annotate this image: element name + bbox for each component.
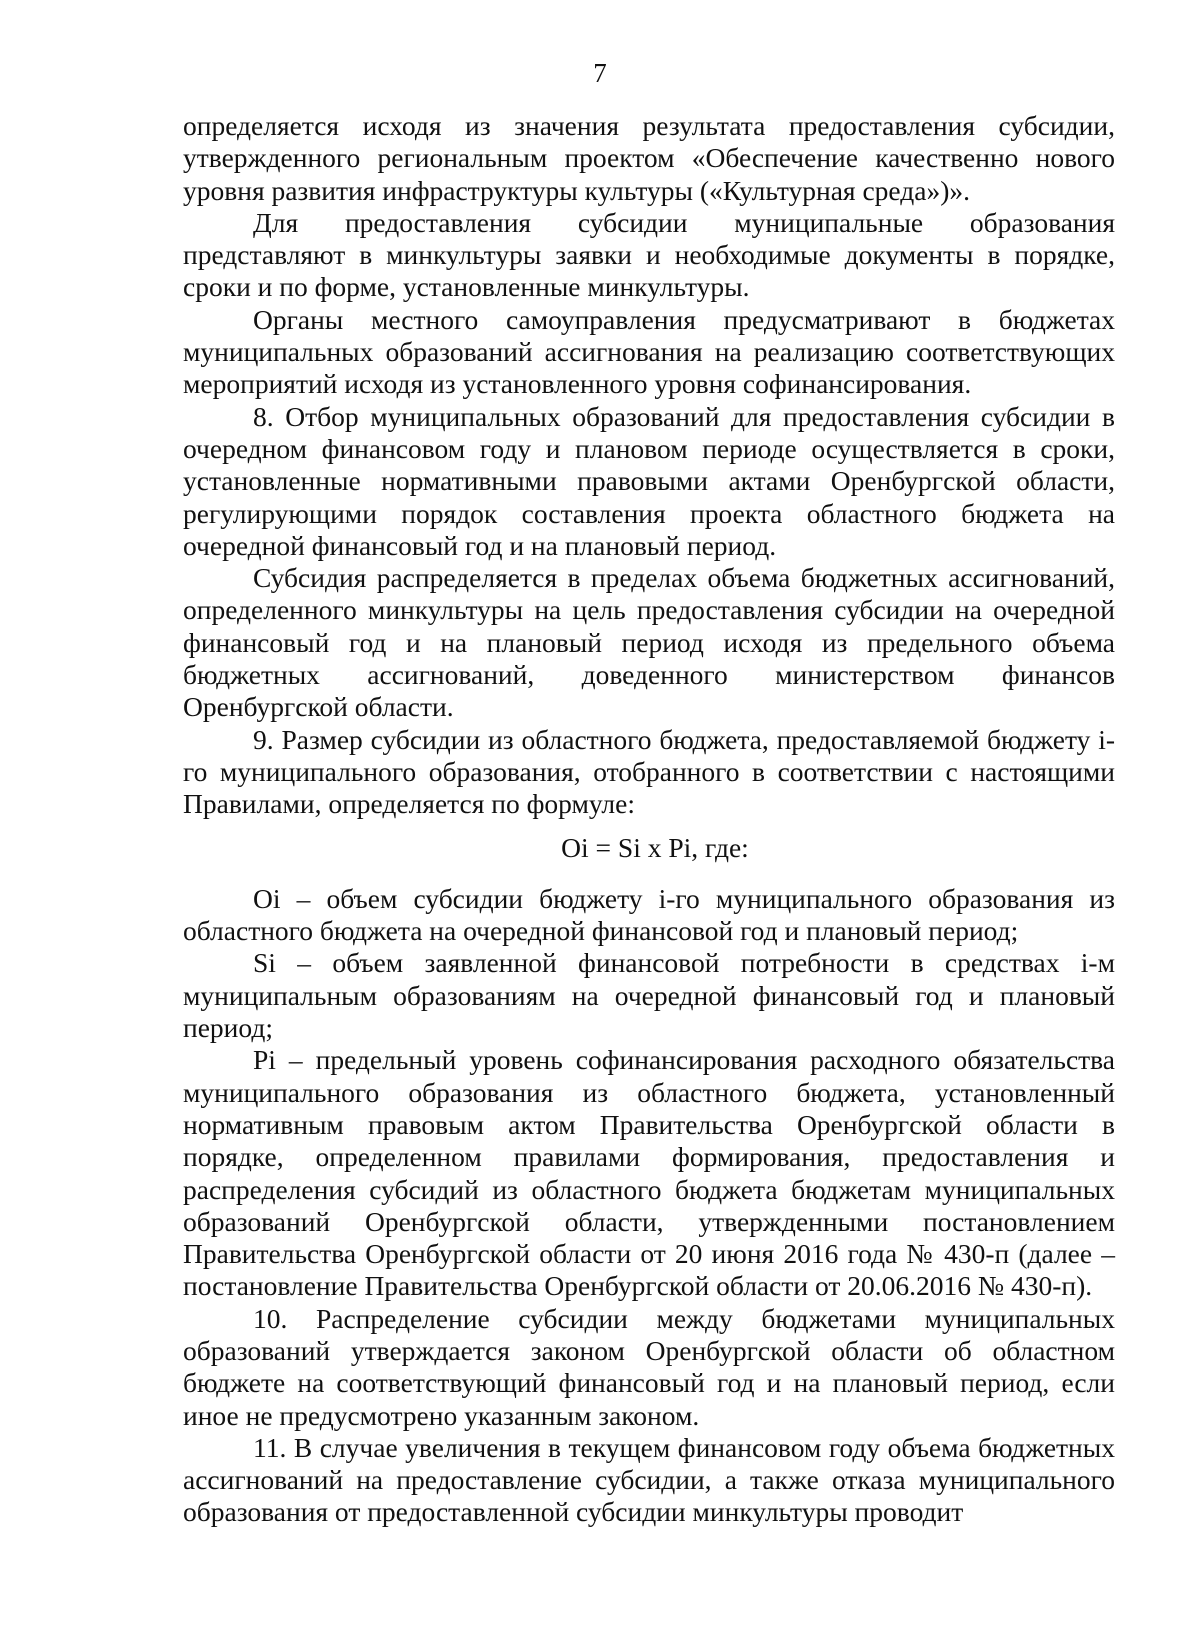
paragraph-definition-oi: Oi – объем субсидии бюджету i-го муниципального образования из областного бюджета на очередной финансовой год и плановый период;: [183, 882, 1115, 947]
page-number: 7: [593, 58, 607, 88]
paragraph-continuation: определяется исходя из значения результата предоставления субсидии, утвержденного региональным проектом «Обеспечение качественно нового уровня развития инфраструктуры культуры («Культурная среда»)».: [183, 110, 1115, 206]
paragraph-subsidy-distribution: Субсидия распределяется в пределах объема бюджетных ассигнований, определенного минкультуры на цель предоставления субсидии на очередной финансовый год и на плановый период исходя из предельного объема бюджетных ассигнований, доведенного министерством финансов Оренбургской области.: [183, 562, 1115, 723]
paragraph-item-9-subsidy-size: 9. Размер субсидии из областного бюджета, предоставляемой бюджету i-го муниципального образования, отобранного в соответствии с настоящими Правилами, определяется по формуле:: [183, 723, 1115, 820]
paragraph-item-10-distribution-law: 10. Распределение субсидии между бюджетами муниципальных образований утверждается законом Оренбургской области об областном бюджете на соответствующий финансовый год и на плановый период, если иное не предусмотрено указанным законом.: [183, 1302, 1115, 1431]
paragraph-definition-pi: Pi – предельный уровень софинансирования расходного обязательства муниципального образования из областного бюджета, установленный нормативным правовым актом Правительства Оренбургской области в порядке, определенном правилами формирования, предоставления и распределения субсидий из областного бюджета бюджетам муниципальных образований Оренбургской области, утвержденными постановлением Правительства Оренбургской области от 20 июня 2016 года № 430-п (далее – постановление Правительства Оренбургской области от 20.06.2016 № 430-п).: [183, 1044, 1115, 1302]
paragraph-item-11-increase: 11. В случае увеличения в текущем финансовом году объема бюджетных ассигнований на предоставление субсидии, а также отказа муниципального образования от предоставленной субсидии минкультуры проводит: [183, 1431, 1115, 1528]
paragraph-item-8-selection: 8. Отбор муниципальных образований для предоставления субсидии в очередном финансовом году и плановом периоде осуществляется в сроки, установленные нормативными правовыми актами Оренбургской области, регулирующими порядок составления проекта областного бюджета на очередной финансовый год и на плановый период.: [183, 400, 1115, 561]
paragraph-application-submission: Для предоставления субсидии муниципальные образования представляют в минкультуры заявки и необходимые документы в порядке, сроки и по форме, установленные минкультуры.: [183, 206, 1115, 303]
document-body: [183, 110, 1115, 1529]
formula: Oi = Si x Pi, где:: [561, 831, 749, 863]
paragraph-local-budgets: Органы местного самоуправления предусматривают в бюджетах муниципальных образований ассигнования на реализацию соответствующих мероприятий исходя из установленного уровня софинансирования.: [183, 303, 1115, 400]
paragraph-definition-si: Si – объем заявленной финансовой потребности в средствах i-м муниципальным образованиям на очередной финансовый год и плановый период;: [183, 947, 1115, 1044]
